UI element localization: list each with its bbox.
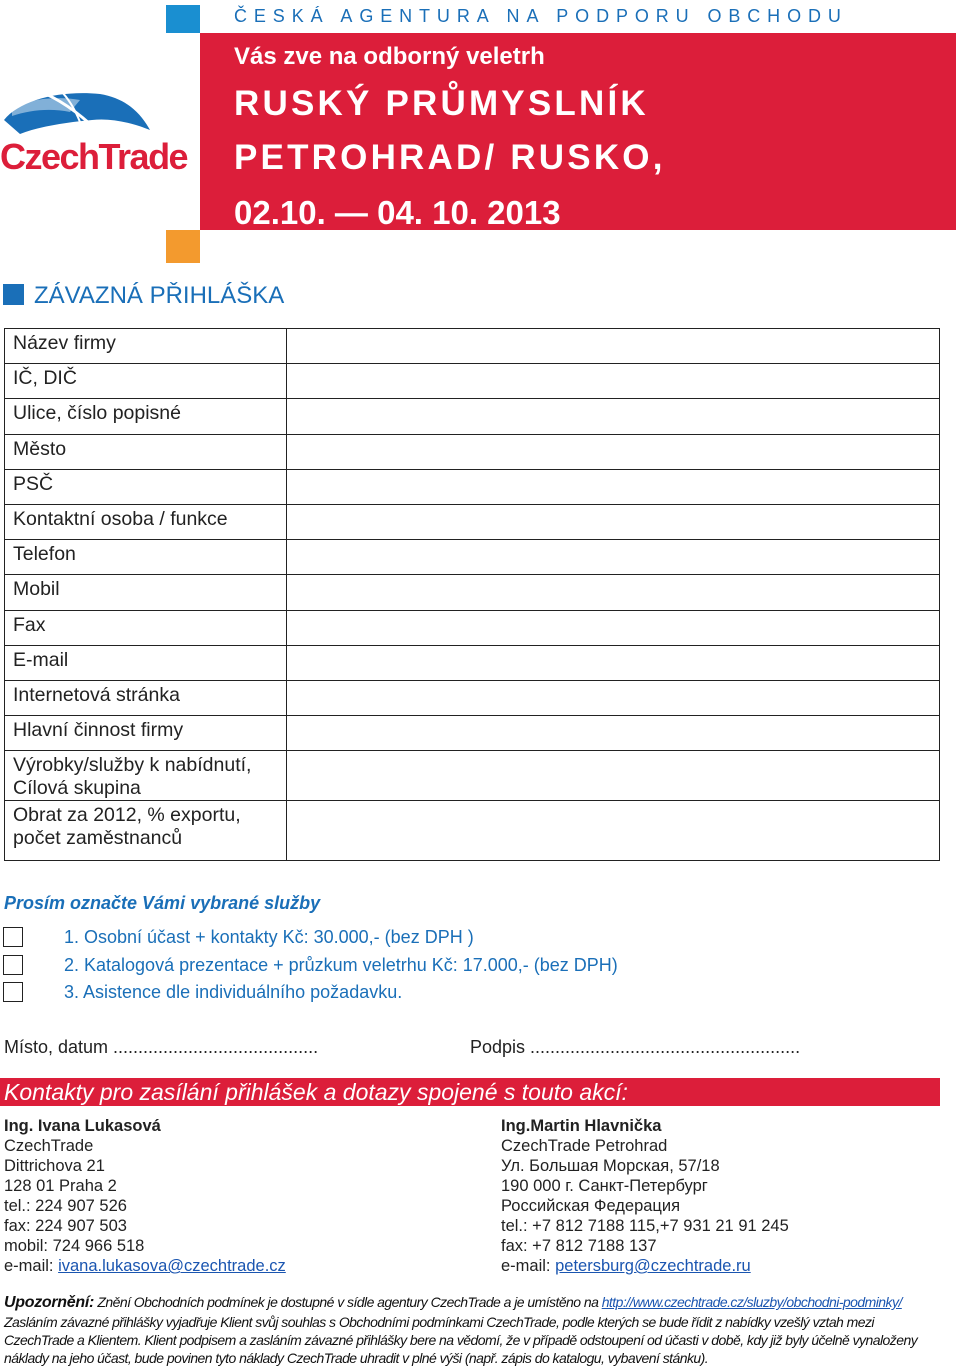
field-label-street: Ulice, číslo popisné [5,399,287,434]
section-bullet [3,284,24,305]
form-row [5,329,940,364]
phone-field[interactable] [287,540,940,575]
field-label-products: Výrobky/služby k nabídnutí, Cílová skupina [5,751,287,801]
contact-name: Ing.Martin Hlavnička [501,1117,662,1135]
logo-wordmark: CzechTrade [0,136,188,177]
notice-line-3: CzechTrade a Klientem. Klient podpisem a zasláním závazné přihlášky bere na vědomí, že v případě odstoupení od účasti v době, kdy již byly účelně vynaloženy [4,1332,918,1348]
notice-line-4: náklady na jeho účast, bude povinen tyto náklady CzechTrade uhradit v plné výši (např. zápis do katalogu, vybavení stánku). [4,1350,709,1366]
field-label-company: Název firmy [5,329,287,364]
form-row [5,469,940,504]
service-1-checkbox[interactable] [3,927,23,947]
terms-link[interactable]: http://www.czechtrade.cz/sluzby/obchodni-podminky/ [601,1294,902,1310]
email-prefix: e-mail: [501,1257,556,1275]
zip-field[interactable] [287,469,940,504]
city-field[interactable] [287,434,940,469]
email-link[interactable]: petersburg@czechtrade.ru [555,1257,751,1275]
form-row [5,504,940,539]
notice-line-1 [4,1294,940,1312]
email-link[interactable]: ivana.lukasova@czechtrade.cz [58,1257,286,1275]
contact-country: Российская Федерация [501,1197,681,1215]
field-label-zip: PSČ [5,469,287,504]
turnover-field[interactable] [287,801,940,861]
contact-email-line [4,1256,286,1276]
products-field[interactable] [287,751,940,801]
contact-city: 190 000 г. Санкт-Петербург [501,1177,708,1195]
service-3-label: 3. Asistence dle individuálního požadavku. [64,982,403,1002]
contact-fax: fax: +7 812 7188 137 [501,1237,657,1255]
registration-form [4,328,940,861]
form-row [5,364,940,399]
email-field[interactable] [287,645,940,680]
form-row [5,801,940,861]
email-prefix: e-mail: [4,1257,59,1275]
contact-street: Ул. Большая Морская, 57/18 [501,1157,720,1175]
service-2-label: 2. Katalogová prezentace + průzkum veletrhu Kč: 17.000,- (bez DPH) [64,955,618,975]
contact-tel: tel.: 224 907 526 [4,1197,127,1215]
form-row [5,540,940,575]
contact-email-line [501,1256,789,1276]
notice-label: Upozornění: [4,1294,95,1311]
contact-person-field[interactable] [287,504,940,539]
field-label-phone: Telefon [5,540,287,575]
contact-tel: tel.: +7 812 7188 115,+7 931 21 91 245 [501,1217,789,1235]
fax-field[interactable] [287,610,940,645]
blue-accent-square [166,5,200,33]
service-2-checkbox[interactable] [3,955,23,975]
place-date-field[interactable]: Místo, datum ......................................... [4,1037,319,1057]
contact-prague [4,1116,286,1276]
contact-company: CzechTrade [4,1137,94,1155]
service-3-checkbox[interactable] [3,982,23,1002]
main-activity-field[interactable] [287,716,940,751]
ico-dic-field[interactable] [287,364,940,399]
company-name-field[interactable] [287,329,940,364]
orange-accent-square [166,230,200,263]
signature-field[interactable]: Podpis ...................................................... [470,1037,801,1057]
field-label-turnover: Obrat za 2012, % exportu, počet zaměstnanců [5,801,287,861]
form-row [5,645,940,680]
field-label-email: E-mail [5,645,287,680]
contact-petersburg [501,1116,789,1276]
field-label-mobile: Mobil [5,575,287,610]
field-label-website: Internetová stránka [5,680,287,715]
event-dates: 02.10. — 04. 10. 2013 [234,194,561,231]
contact-city: 128 01 Praha 2 [4,1177,117,1195]
field-label-contact-person: Kontaktní osoba / funkce [5,504,287,539]
agency-name: ČESKÁ AGENTURA NA PODPORU OBCHODU [234,6,848,26]
contact-company: CzechTrade Petrohrad [501,1137,668,1155]
website-field[interactable] [287,680,940,715]
mobile-field[interactable] [287,575,940,610]
form-row [5,434,940,469]
contact-street: Dittrichova 21 [4,1157,105,1175]
event-title: RUSKÝ PRŮMYSLNÍK [234,84,649,123]
form-row [5,610,940,645]
contacts-heading: Kontakty pro zasílání přihlášek a dotazy spojené s touto akcí: [4,1079,628,1105]
notice-line-2: Zasláním závazné přihlášky vyjadřuje Klient svůj souhlas s Obchodními podmínkami CzechTrade, podle kterých se bude řídit z nabídky vzešlý vztah mezi [4,1314,874,1330]
field-label-fax: Fax [5,610,287,645]
contact-mobile: mobil: 724 966 518 [4,1237,145,1255]
event-location: PETROHRAD/ RUSKO, [234,138,666,177]
form-row [5,399,940,434]
form-row [5,751,940,801]
street-field[interactable] [287,399,940,434]
contact-name: Ing. Ivana Lukasová [4,1117,161,1135]
contact-fax: fax: 224 907 503 [4,1217,127,1235]
services-heading: Prosím označte Vámi vybrané služby [4,893,321,913]
field-label-main-activity: Hlavní činnost firmy [5,716,287,751]
form-title: ZÁVAZNÁ PŘIHLÁŠKA [34,282,285,309]
form-row [5,716,940,751]
notice-text: Znění Obchodních podmínek je dostupné v sídle agentury CzechTrade a je umístěno na [94,1294,602,1310]
form-row [5,575,940,610]
field-label-city: Město [5,434,287,469]
form-row [5,680,940,715]
invite-text: Vás zve na odborný veletrh [234,43,545,70]
field-label-ico-dic: IČ, DIČ [5,364,287,399]
service-1-label: 1. Osobní účast + kontakty Kč: 30.000,- (bez DPH ) [64,927,474,947]
